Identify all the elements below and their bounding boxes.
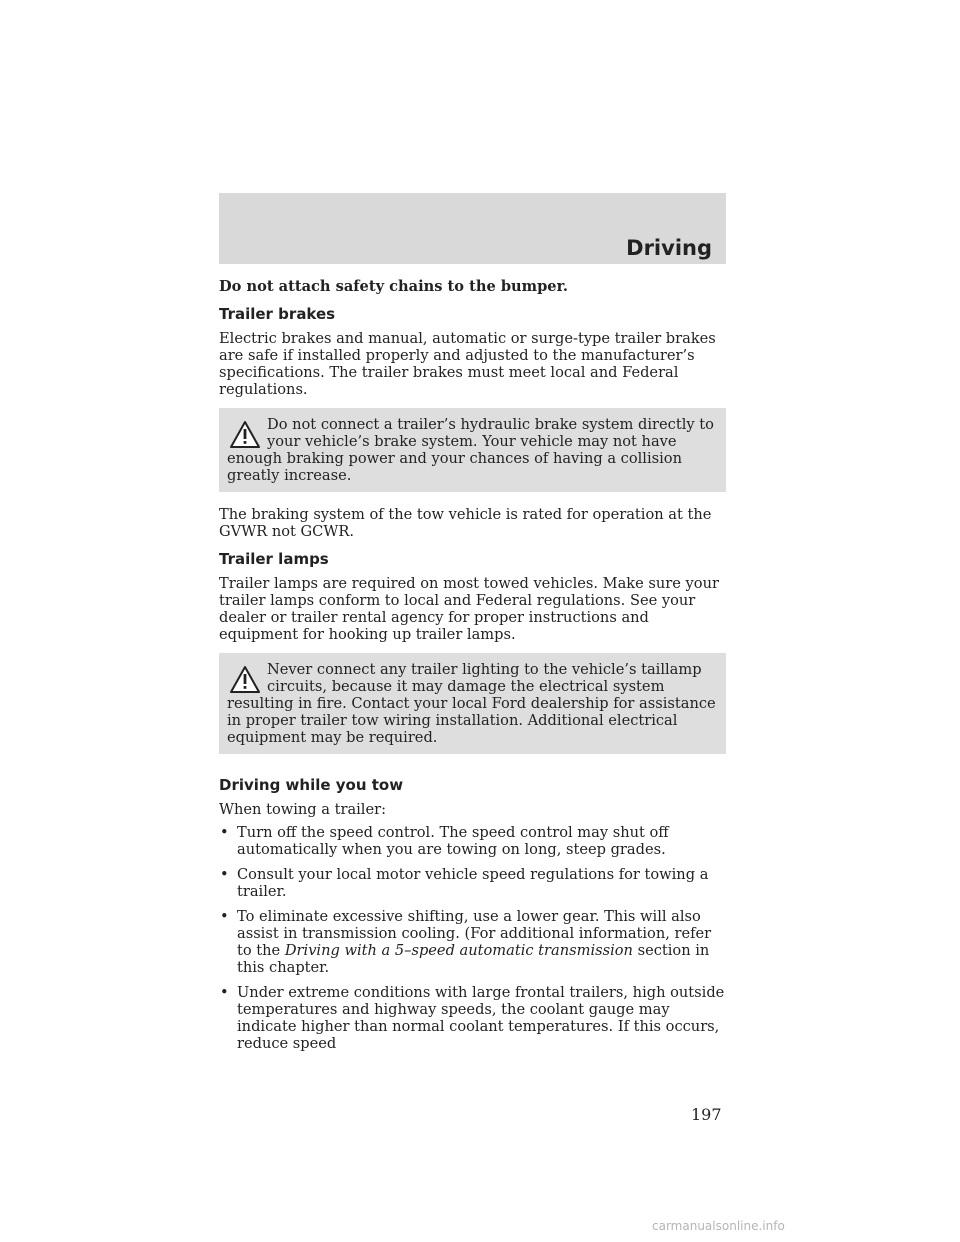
- list-item: [219, 866, 726, 900]
- trailer-lamps-body: Trailer lamps are required on most towed vehicles. Make sure your trailer lamps conform to local and Federal regulations. See your dealer or trailer rental agency for proper instructions and equipment for hooking up trailer lamps.: [219, 575, 719, 643]
- towing-bullet-list: [219, 824, 726, 1052]
- section-title: Driving: [626, 236, 712, 260]
- heading-driving-while-you-tow: Driving while you tow: [219, 776, 404, 794]
- warning-box-brakes: [219, 408, 726, 492]
- bullet-text: To eliminate excessive shifting, use a lower gear. This will also assist in transmission cooling. (For additional information, refer to the: [237, 908, 712, 959]
- heading-trailer-brakes: Trailer brakes: [219, 305, 336, 323]
- warning-text-brakes: Do not connect a trailer’s hydraulic brake system directly to your vehicle’s brake system. Your vehicle may not have enough braking power and your chances of having a collision greatly increase.: [227, 416, 714, 484]
- page-number: 197: [691, 1105, 722, 1124]
- warning-triangle-icon: [229, 420, 261, 450]
- trailer-brakes-body: Electric brakes and manual, automatic or surge-type trailer brakes are safe if installed properly and adjusted to the manufacturer’s specifications. The trailer brakes must meet local and Federal regulations.: [219, 330, 716, 398]
- warning-text-lamps: Never connect any trailer lighting to the vehicle’s taillamp circuits, because it may damage the electrical system resulting in fire. Contact your local Ford dealership for assistance in proper trailer tow wiring installation. Additional electrical equipment may be required.: [227, 661, 716, 746]
- list-item: [219, 824, 726, 858]
- bullet-text: Under extreme conditions with large frontal trailers, high outside temperatures and highway speeds, the coolant gauge may indicate higher than normal coolant temperatures. If this occurs, reduce speed: [237, 984, 725, 1052]
- bullet-italic-ref: Driving with a 5–speed automatic transmission: [284, 942, 633, 959]
- safety-chain-notice: Do not attach safety chains to the bumper.: [219, 278, 568, 295]
- braking-rating-text: The braking system of the tow vehicle is rated for operation at the GVWR not GCWR.: [219, 506, 712, 540]
- towing-intro: When towing a trailer:: [219, 801, 387, 818]
- bullet-text: Turn off the speed control. The speed control may shut off automatically when you are towing on long, steep grades.: [237, 824, 669, 858]
- page-content: [219, 278, 726, 1060]
- list-item: [219, 908, 726, 976]
- header-band: [219, 193, 726, 264]
- heading-trailer-lamps: Trailer lamps: [219, 550, 329, 568]
- bullet-dot: •: [220, 908, 229, 925]
- warning-triangle-icon: [229, 665, 261, 695]
- bullet-text: Consult your local motor vehicle speed regulations for towing a trailer.: [237, 866, 709, 900]
- footer-watermark: carmanualsonline.info: [652, 1219, 785, 1233]
- list-item: [219, 984, 726, 1052]
- bullet-dot: •: [220, 984, 229, 1001]
- bullet-dot: •: [220, 824, 229, 841]
- warning-box-lamps: [219, 653, 726, 754]
- bullet-dot: •: [220, 866, 229, 883]
- bullet-text-tail: section in this chapter.: [237, 942, 710, 976]
